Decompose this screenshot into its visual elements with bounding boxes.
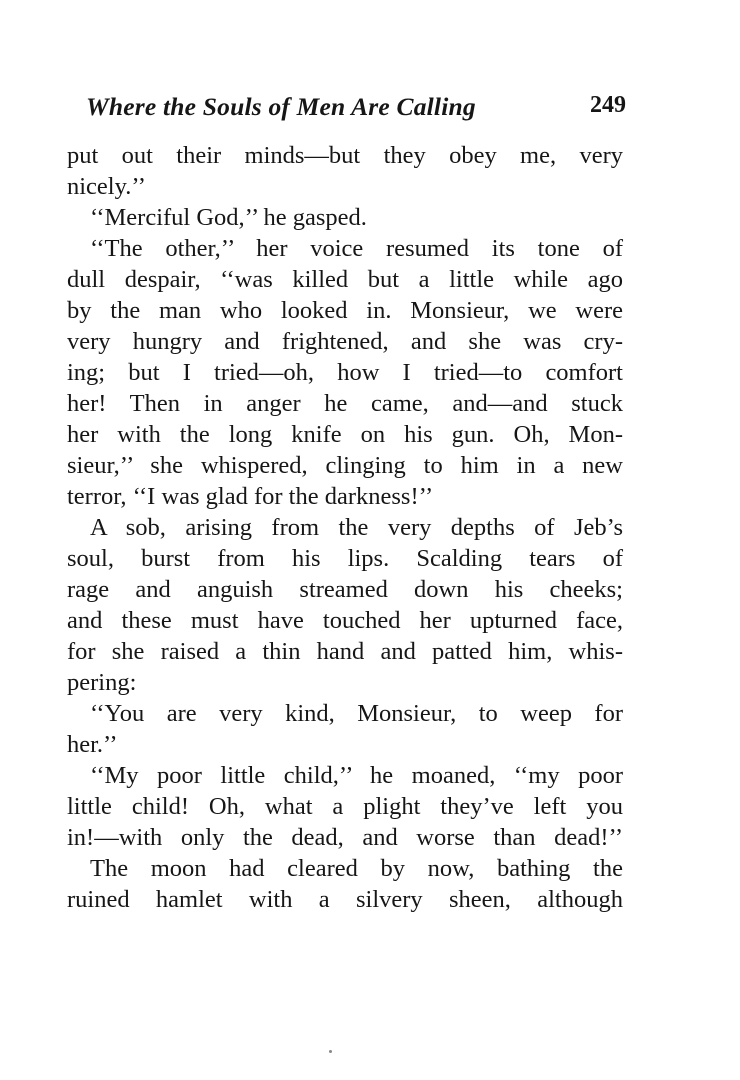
page-number: 249 [590,92,626,118]
text-line: sieur,’’ she whispered, clinging to him in a new [67,452,623,479]
page-speck [329,1050,332,1053]
text-line: ing; but I tried—oh, how I tried—to comfort [67,359,623,386]
text-line: ‘‘The other,’’ her voice resumed its tone of [90,235,623,262]
text-line: very hungry and frightened, and she was cry- [67,328,623,355]
text-line: terror, ‘‘I was glad for the darkness!’’ [67,483,434,510]
text-line: The moon had cleared by now, bathing the [90,855,623,882]
text-line: nicely.’’ [67,173,146,200]
text-line: her.’’ [67,731,118,758]
text-line: for she raised a thin hand and patted him, whis- [67,638,623,665]
running-title: Where the Souls of Men Are Calling [86,92,476,121]
body-text [67,140,623,915]
running-head [86,92,626,126]
text-line: by the man who looked in. Monsieur, we were [67,297,623,324]
text-line: in!—with only the dead, and worse than dead!’’ [67,824,623,851]
text-line: rage and anguish streamed down his cheeks; [67,576,623,603]
text-line: pering: [67,669,137,696]
text-line: and these must have touched her upturned face, [67,607,623,634]
text-line: her with the long knife on his gun. Oh, Mon- [67,421,623,448]
text-line: ‘‘My poor little child,’’ he moaned, ‘‘my poor [90,762,623,789]
text-line: ‘‘Merciful God,’’ he gasped. [90,204,367,231]
text-line: ‘‘You are very kind, Monsieur, to weep for [90,700,623,727]
text-line: little child! Oh, what a plight they’ve left you [67,793,623,820]
text-line: A sob, arising from the very depths of Jeb’s [90,514,623,541]
text-line: ruined hamlet with a silvery sheen, although [67,886,623,913]
text-line: put out their minds—but they obey me, very [67,142,623,169]
text-line: dull despair, ‘‘was killed but a little while ago [67,266,623,293]
text-line: soul, burst from his lips. Scalding tears of [67,545,623,572]
text-line: her! Then in anger he came, and—and stuck [67,390,623,417]
